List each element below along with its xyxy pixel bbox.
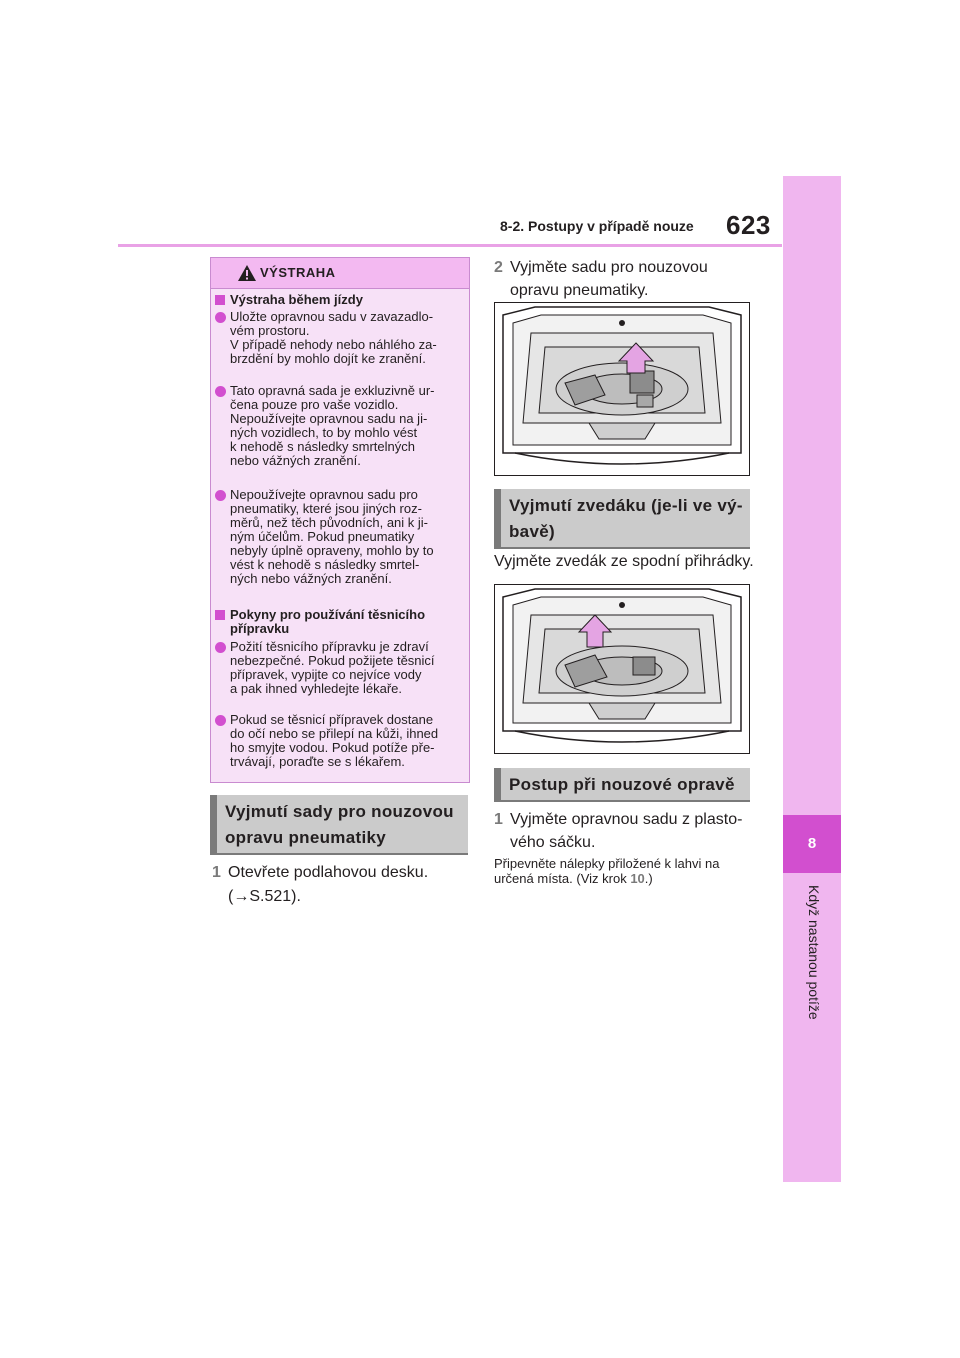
section-heading-emergency-repair: Postup při nouzové opravě <box>494 768 750 802</box>
chapter-title <box>783 885 841 1085</box>
page-reference[interactable]: (→S.521). <box>228 888 301 905</box>
warning-header <box>211 258 469 289</box>
bullet-icon <box>215 386 226 397</box>
bullet-icon <box>215 642 226 653</box>
square-bullet-icon <box>215 610 225 620</box>
bullet-icon <box>215 312 226 323</box>
section-title: 8-2. Postupy v případě nouze <box>500 218 694 234</box>
bullet-icon <box>215 490 226 501</box>
step-open-floor-board: 1 Otevřete podlahovou desku. (→S.521). <box>212 861 468 911</box>
warning-icon <box>237 264 257 282</box>
page-number: 623 <box>726 210 771 240</box>
trunk-illustration-kit <box>494 302 750 476</box>
warning-box: VÝSTRAHA Výstraha během jízdy Uložte opravnou sadu v zavazadlo- vém prostoru. V případě nehody nebo náhlého za- brzdění by mohlo dojít ke zranění. Tato opravná sada je exkluzivně ur- čena pouze pro vaše vozidlo. Nepoužívejte opravnou sadu na ji- ných vozidlech, to by mohlo vést k nehodě s následky smrtelných nebo vážných zranění. Nepoužívejte opravnou sadu pro pneumatiky, které jsou jiných roz- měrů, než těch původních, ani k ji- ným účelům. Pokud pneumatiky nebyly úplně opraveny, mohlo by to vést k nehodě s následky smrtel- ných nebo vážných zranění. Pokyny pro používání těsnicího přípravku Požití těsnicího přípravku je zdraví nebezpečné. Pokud požijete těsnicí přípravek, vypijte co nejvíce vody a pak ihned vyhledejte lékaře. Pokud se těsnicí přípravek dostane do očí nebo se přilepí na kůži, ihned ho smyjte vodou. Pokud potíže pře- trvávají, poraďte se s lékařem. <box>210 257 470 783</box>
chapter-title-text: Když nastanou potíže <box>806 885 822 1020</box>
header-rule <box>118 244 782 247</box>
step-remove-from-bag: 1 Vyjměte opravnou sadu z plasto- vého sáčku. <box>494 811 743 851</box>
bullet-icon <box>215 715 226 726</box>
step-remove-kit: 2 Vyjměte sadu pro nouzovou opravu pneumatiky. <box>494 259 708 299</box>
section-heading-remove-kit: Vyjmutí sady pro nouzovou opravu pneumatiky <box>210 795 468 855</box>
square-bullet-icon <box>215 295 225 305</box>
chapter-number: 8 <box>783 815 841 873</box>
section-heading-remove-jack: Vyjmutí zvedáku (je-li ve vý- bavě) <box>494 489 750 549</box>
trunk-illustration-jack <box>494 584 750 754</box>
note-stickers: Připevněte nálepky přiložené k lahvi na určená místa. (Viz krok 10.) <box>494 856 720 886</box>
warning-title: VÝSTRAHA <box>260 265 336 280</box>
jack-instruction: Vyjměte zvedák ze spodní přihrádky. <box>494 553 754 570</box>
